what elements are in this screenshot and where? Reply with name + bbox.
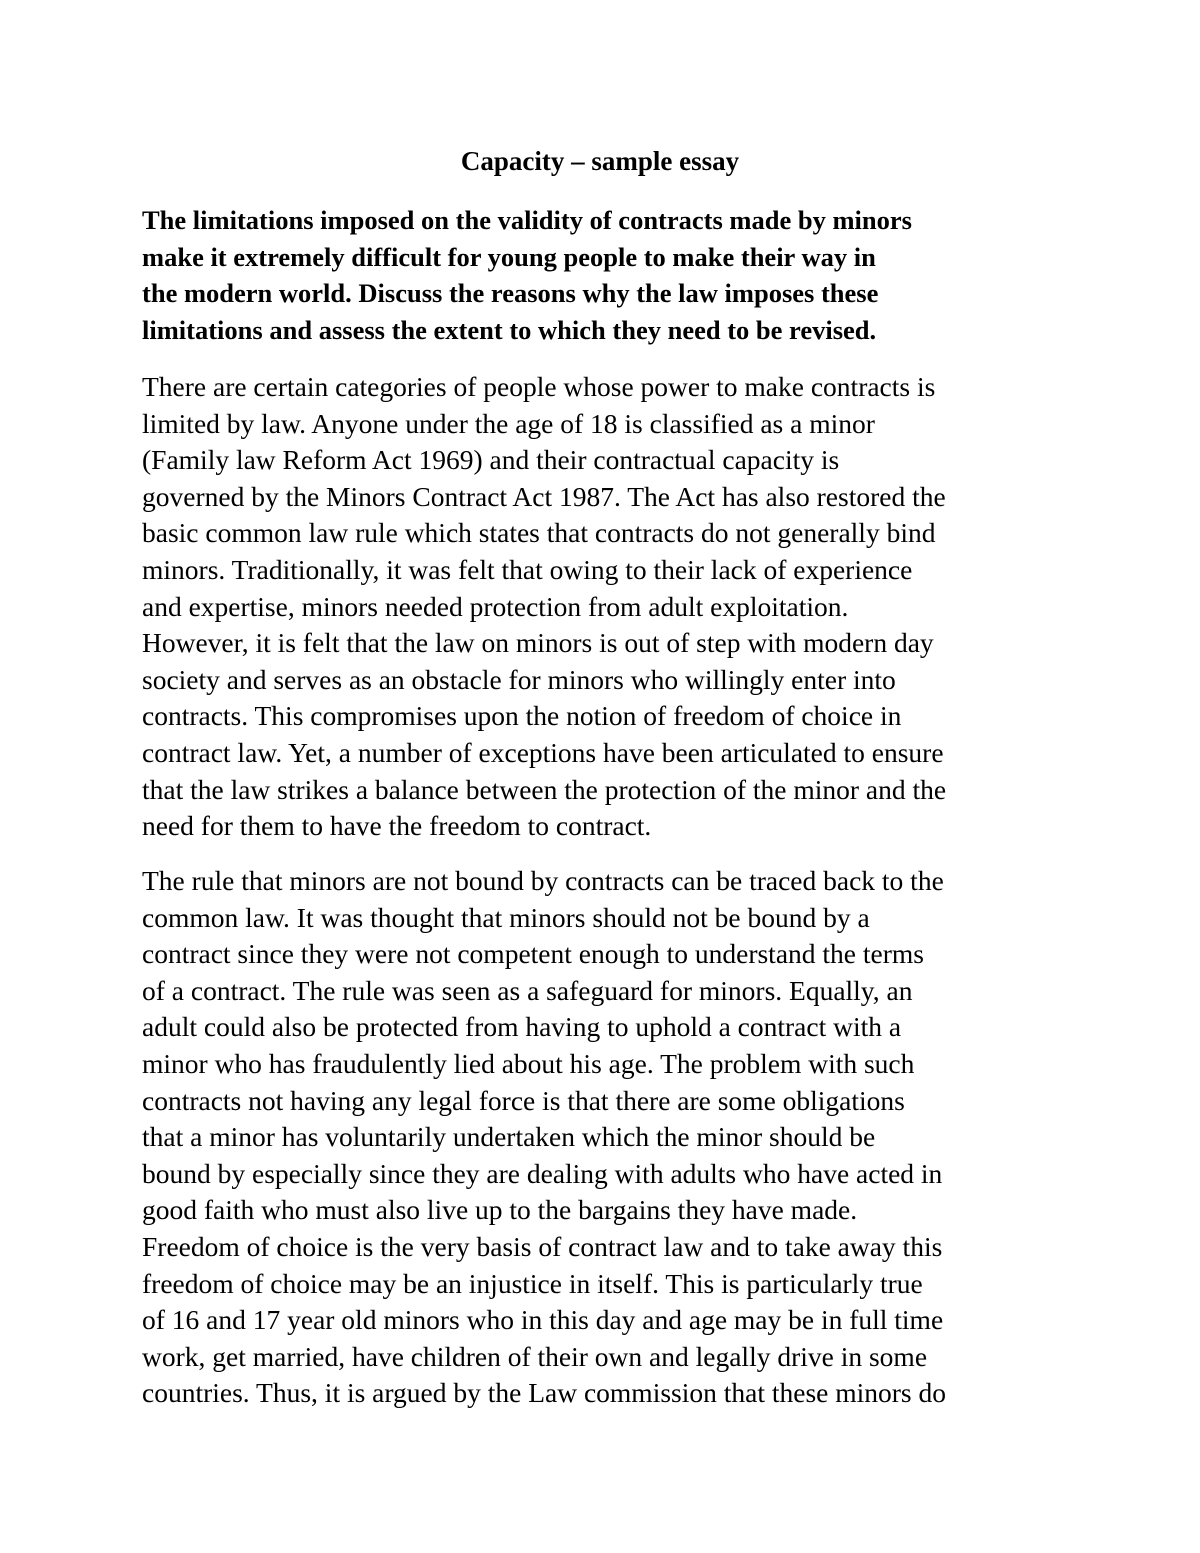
paragraph-line: contracts not having any legal force is that there are some obligations bbox=[142, 1084, 905, 1116]
paragraph-line: contract law. Yet, a number of exceptions have been articulated to ensure bbox=[142, 736, 944, 768]
question-line: limitations and assess the extent to which they need to be revised. bbox=[142, 314, 877, 345]
paragraph-line: contract since they were not competent enough to understand the terms bbox=[142, 938, 924, 970]
essay-question bbox=[142, 202, 1082, 348]
paragraph-line: There are certain categories of people whose power to make contracts is bbox=[142, 371, 936, 402]
paragraph-line: and expertise, minors needed protection from adult exploitation. bbox=[142, 590, 849, 622]
paragraph-line: (Family law Reform Act 1969) and their contractual capacity is bbox=[142, 444, 840, 476]
paragraph-line: of a contract. The rule was seen as a safeguard for minors. Equally, an bbox=[142, 974, 913, 1006]
paragraph-line: society and serves as an obstacle for minors who willingly enter into bbox=[142, 663, 896, 695]
question-line: The limitations imposed on the validity of contracts made by minors bbox=[142, 205, 912, 235]
paragraph-line: of 16 and 17 year old minors who in this day and age may be in full time bbox=[142, 1304, 944, 1336]
paragraph-line: need for them to have the freedom to contract. bbox=[142, 810, 652, 842]
question-line: the modern world. Discuss the reasons why the law imposes these bbox=[142, 278, 879, 308]
paragraph-line: common law. It was thought that minors should not be bound by a bbox=[142, 901, 870, 933]
paragraph-line: minors. Traditionally, it was felt that owing to their lack of experience bbox=[142, 553, 913, 585]
paragraph-line: good faith who must also live up to the bargains they have made. bbox=[142, 1194, 858, 1226]
essay-title: Capacity – sample essay bbox=[460, 146, 740, 176]
paragraph-line: that a minor has voluntarily undertaken which the minor should be bbox=[142, 1121, 876, 1153]
paragraph-line: The rule that minors are not bound by contracts can be traced back to the bbox=[142, 865, 944, 896]
paragraph-line: that the law strikes a balance between the protection of the minor and the bbox=[142, 773, 947, 805]
paragraph-line: limited by law. Anyone under the age of 18 is classified as a minor bbox=[142, 407, 875, 439]
paragraph-line: governed by the Minors Contract Act 1987. The Act has also restored the bbox=[142, 480, 946, 512]
paragraph-line: bound by especially since they are dealing with adults who have acted in bbox=[142, 1157, 943, 1189]
paragraph-line: basic common law rule which states that contracts do not generally bind bbox=[142, 517, 936, 549]
paragraph-1 bbox=[142, 369, 1102, 845]
paragraph-line: However, it is felt that the law on minors is out of step with modern day bbox=[142, 627, 934, 659]
paragraph-line: contracts. This compromises upon the notion of freedom of choice in bbox=[142, 700, 902, 732]
paragraph-2 bbox=[142, 863, 1102, 1412]
paragraph-line: freedom of choice may be an injustice in itself. This is particularly true bbox=[142, 1267, 923, 1299]
paragraph-line: adult could also be protected from having to uphold a contract with a bbox=[142, 1011, 902, 1043]
paragraph-line: countries. Thus, it is argued by the Law commission that these minors do bbox=[142, 1377, 947, 1409]
question-line: make it extremely difficult for young people to make their way in bbox=[142, 241, 876, 272]
paragraph-line: work, get married, have children of their own and legally drive in some bbox=[142, 1340, 928, 1372]
paragraph-line: minor who has fraudulently lied about his age. The problem with such bbox=[142, 1047, 915, 1079]
paragraph-line: Freedom of choice is the very basis of contract law and to take away this bbox=[142, 1230, 943, 1262]
